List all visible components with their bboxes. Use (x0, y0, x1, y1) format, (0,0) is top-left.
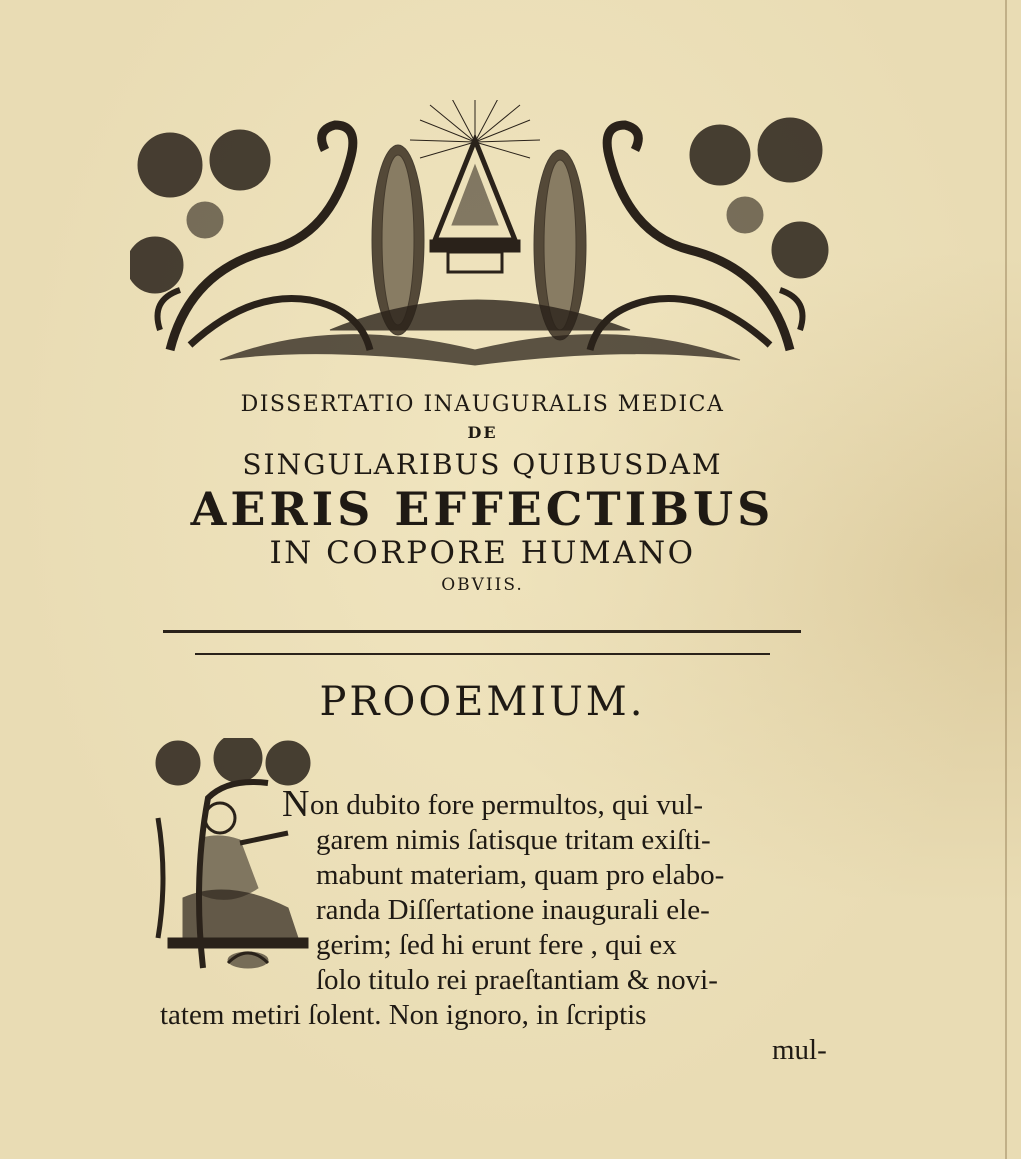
section-heading: PROOEMIUM. (319, 679, 646, 725)
title-block (150, 390, 815, 598)
title-line-2: DE (467, 423, 498, 442)
catchword: mul- (772, 1034, 827, 1066)
page-edge (1005, 0, 1007, 1159)
divider-thick (163, 630, 801, 633)
title-line-1: DISSERTATIO INAUGURALIS MEDICA (240, 392, 725, 417)
title-line-4: AERIS EFFECTIBUS (190, 482, 775, 536)
body-line-5: gerim; ſed hi erunt fere , qui ex (316, 929, 677, 961)
body-line-1: on dubito fore permultos, qui vul- (310, 789, 704, 821)
body-line-3: mabunt materiam, quam pro elabo- (316, 859, 725, 891)
headpiece-ornament-icon (130, 100, 830, 375)
initial-letter: N (148, 738, 149, 739)
body-line-4: randa Diſſertatione inaugurali ele- (316, 894, 710, 926)
body-line-2: garem nimis ſatisque tritam exiſti- (316, 824, 711, 856)
title-line-5: IN CORPORE HUMANO (269, 535, 696, 571)
woodcut-initial-icon (148, 738, 316, 978)
body-first-letter: N (282, 783, 310, 825)
body-line-6: ſolo titulo rei praeſtantiam & novi- (316, 964, 718, 996)
body-line-7: tatem metiri ſolent. Non ignoro, in ſcriptis (160, 999, 647, 1031)
divider-thin (195, 653, 770, 655)
title-line-3: SINGULARIBUS QUIBUSDAM (242, 448, 723, 481)
title-line-6: OBVIIS. (441, 575, 524, 595)
